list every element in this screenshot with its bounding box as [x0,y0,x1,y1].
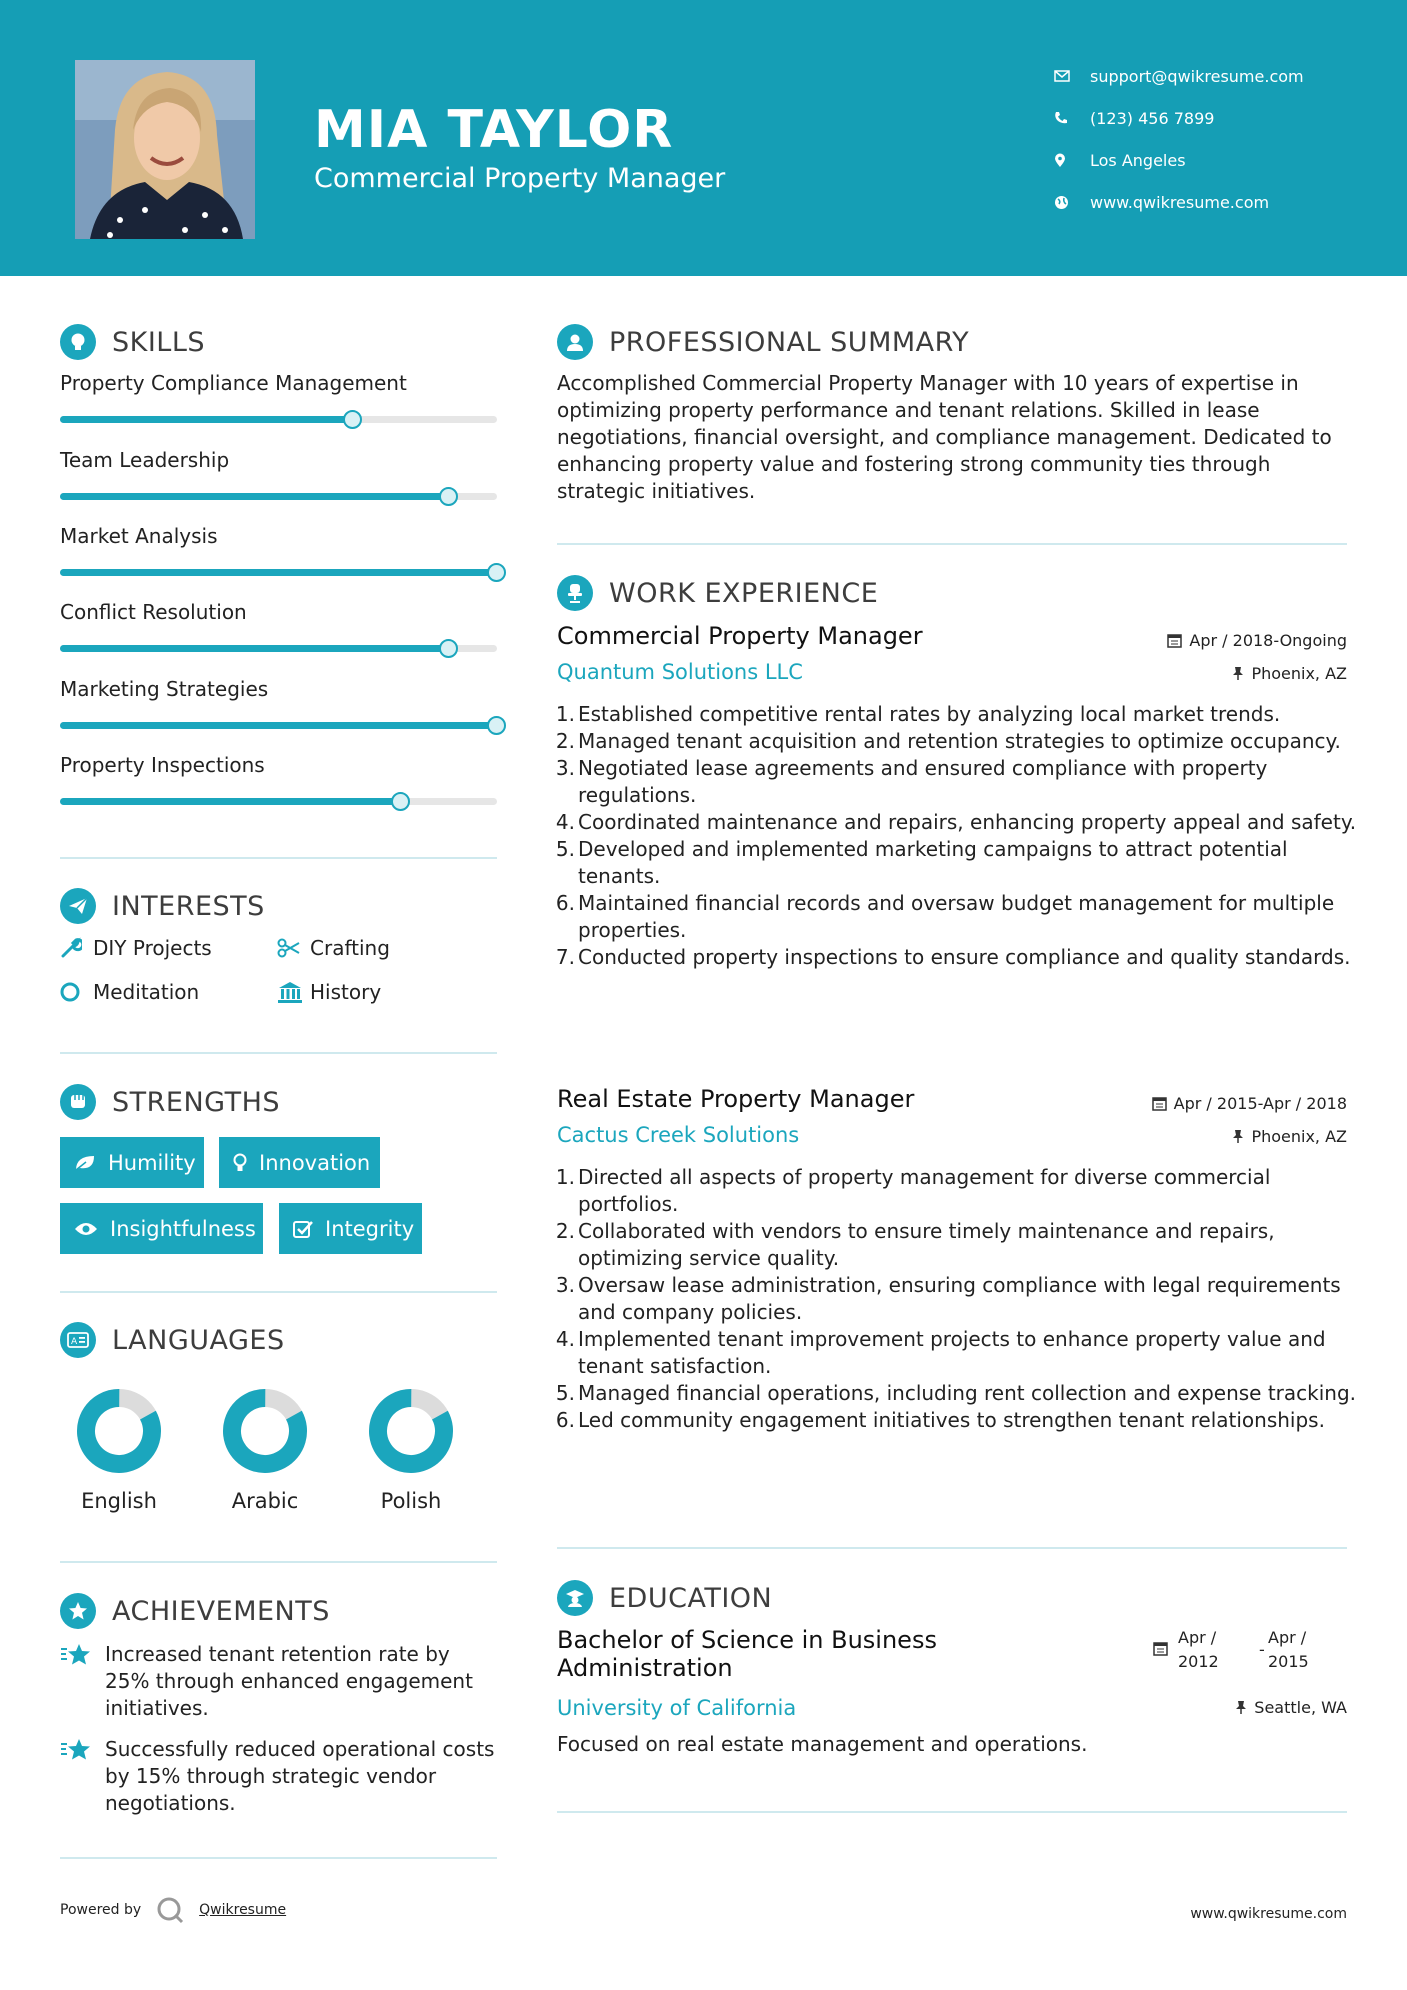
contact-location [1054,139,1304,181]
envelope-icon [1054,70,1090,82]
section-divider [60,857,497,859]
profile-photo [75,60,255,239]
skill-bar-knob [487,716,506,735]
language-label: Arabic [231,1489,299,1513]
section-divider [557,543,1347,545]
contact-website[interactable] [1054,181,1304,223]
user-icon [557,324,593,360]
achievement-item: Increased tenant retention rate by 25% through enhanced engagement initiatives. [60,1641,500,1722]
pushpin-icon [1232,1129,1244,1144]
skill-bar [60,798,497,805]
language-donut [221,1387,309,1475]
summary-text: Accomplished Commercial Property Manager with 10 years of expertise in optimizing property performance and tenant relations. Skilled in lease negotiations, financial oversight, and compliance management. Dedicated to enhancing property value and fostering strong community ties through strategic initiatives. [557,371,1332,503]
language-item [210,1387,320,1513]
skill-bar-knob [343,410,362,429]
contact-website-text: www.qwikresume.com [1090,192,1270,212]
skill-bar-fill [60,569,497,576]
language-item [356,1387,466,1513]
skill-bar-knob [439,639,458,658]
skill-bar-fill [60,416,353,423]
section-divider [60,1291,497,1293]
skill-bar-fill [60,645,449,652]
language-label: Polish [380,1489,442,1513]
strength-badge: Innovation [219,1137,380,1188]
duty-item: 1. Established competitive rental rates by analyzing local market trends. [555,702,1281,726]
duty-item: 1. Directed all aspects of property management for diverse commercial portfolios. [555,1165,1271,1216]
skill-bar [60,416,497,423]
section-divider [60,1052,497,1054]
contact-email-text: support@qwikresume.com [1090,66,1304,86]
skill-bar [60,722,497,729]
education-location: Seattle, WA [1235,1698,1347,1717]
circle-icon [60,981,93,1003]
job-title: Real Estate Property Manager [557,1085,915,1113]
language-donut [367,1387,455,1475]
job-location: Phoenix, AZ [1232,664,1347,683]
section-divider [557,1547,1347,1549]
duty-item: 2. Managed tenant acquisition and retention strategies to optimize occupancy. [555,729,1341,753]
skill-bar-knob [391,792,410,811]
powered-by-label: Powered by [60,1902,142,1918]
candidate-title: Commercial Property Manager [314,163,726,194]
achievements-heading: ACHIEVEMENTS [60,1593,330,1629]
end-month: Apr / [1268,1628,1307,1647]
company-name: Quantum Solutions LLC [557,660,803,684]
paper-plane-icon [60,888,96,924]
translate-icon [60,1322,96,1358]
duty-item: 4. Implemented tenant improvement projects to enhance property value and tenant satisfaction. [555,1327,1326,1378]
donut-arc [221,1387,309,1475]
skill-bar [60,569,497,576]
lightbulb-icon [233,1153,247,1173]
candidate-name: MIA TAYLOR [314,100,674,160]
job-location: Phoenix, AZ [1232,1127,1347,1146]
strength-badge: Insightfulness [60,1203,263,1254]
interests-heading: INTERESTS [60,888,265,924]
duty-item: 2. Collaborated with vendors to ensure timely maintenance and repairs, optimizing service quality. [555,1219,1275,1270]
school-name: University of California [557,1696,797,1720]
language-label: English [81,1489,157,1513]
footer-website[interactable]: www.qwikresume.com [1190,1906,1347,1922]
education-description: Focused on real estate management and operations. [557,1732,1088,1756]
resume-header [0,0,1407,276]
company-name: Cactus Creek Solutions [557,1123,800,1147]
strength-badge: Integrity [279,1203,422,1254]
skill-bar [60,645,497,652]
skill-name: Property Inspections [60,753,265,777]
star-icon [60,1641,105,1722]
eye-icon [74,1221,98,1237]
end-year: 2015 [1268,1652,1309,1671]
skill-name: Property Compliance Management [60,371,407,395]
duty-item: 6. Maintained financial records and oversaw budget management for multiple properties. [555,891,1335,942]
skill-name: Conflict Resolution [60,600,247,624]
duty-item: 5. Developed and implemented marketing campaigns to attract potential tenants. [555,837,1288,888]
start-year: 2012 [1178,1652,1219,1671]
duty-item: 5. Managed financial operations, including rent collection and expense tracking. [555,1381,1357,1405]
duty-list [551,701,1357,971]
section-divider [557,1811,1347,1813]
degree-name: Bachelor of Science in Business Administration [557,1626,937,1682]
skill-bar-fill [60,493,449,500]
start-month: Apr / [1178,1628,1217,1647]
contact-email[interactable] [1054,55,1304,97]
duty-item: 7. Conducted property inspections to ensure compliance and quality standards. [555,945,1351,969]
checkbox-icon [293,1219,313,1239]
contact-phone[interactable] [1054,97,1304,139]
star-badge-icon [60,1593,96,1629]
contact-location-text: Los Angeles [1090,150,1186,170]
contact-list [1054,55,1304,223]
duty-item: 6. Led community engagement initiatives to strengthen tenant relationships. [555,1408,1325,1432]
calendar-icon [1153,1641,1168,1660]
fist-icon [60,1084,96,1120]
svg-text:A: A [71,1337,78,1347]
achievement-item: Successfully reduced operational costs by 15% through strategic vendor negotiations. [60,1736,500,1817]
wrench-icon [60,937,93,959]
interest-item: DIY Projects [60,936,212,960]
leaf-icon [74,1154,96,1172]
section-divider [60,1857,497,1859]
star-icon [60,1736,105,1817]
section-divider [60,1561,497,1563]
languages-heading: A LANGUAGES [60,1322,285,1358]
lightbulb-icon [60,324,96,360]
job-title: Commercial Property Manager [557,622,923,650]
globe-icon [1054,195,1090,210]
summary-heading: PROFESSIONAL SUMMARY [557,324,969,360]
qwikresume-logo-icon [155,1895,185,1925]
duty-item: 3. Negotiated lease agreements and ensured compliance with property regulations. [555,756,1268,807]
phone-icon [1054,111,1090,125]
qwikresume-link[interactable]: Qwikresume [199,1902,287,1918]
strength-badge: Humility [60,1137,204,1188]
interest-item: Meditation [60,980,199,1004]
calendar-icon [1152,1096,1167,1111]
museum-icon [277,981,310,1003]
donut-arc [75,1387,163,1475]
contact-phone-text: (123) 456 7899 [1090,108,1215,128]
duty-list [551,1164,1357,1434]
job-dates: Apr / 2018-Ongoing [1167,631,1347,650]
skill-bar-fill [60,798,401,805]
scissors-icon [277,938,310,958]
interest-item: History [277,980,381,1004]
interest-item: Crafting [277,936,390,960]
date-separator: - [1259,1640,1265,1659]
skill-bar-knob [439,487,458,506]
office-chair-icon [557,575,593,611]
skill-bar [60,493,497,500]
skill-bar-fill [60,722,497,729]
skill-name: Marketing Strategies [60,677,269,701]
skill-name: Team Leadership [60,448,230,472]
skill-name: Market Analysis [60,524,218,548]
skill-bar-knob [487,563,506,582]
education-dates [1153,1628,1313,1678]
pushpin-icon [1232,666,1244,681]
duty-item: 4. Coordinated maintenance and repairs, enhancing property appeal and safety. [555,810,1357,834]
language-donut [75,1387,163,1475]
skills-heading: SKILLS [60,324,205,360]
pushpin-icon [1235,1700,1247,1715]
footer-branding [60,1895,286,1925]
strengths-heading: STRENGTHS [60,1084,280,1120]
education-heading: EDUCATION [557,1580,772,1616]
graduate-icon [557,1580,593,1616]
location-pin-icon [1054,153,1090,168]
job-dates: Apr / 2015-Apr / 2018 [1152,1094,1347,1113]
calendar-icon [1167,633,1182,648]
duty-item: 3. Oversaw lease administration, ensuring compliance with legal requirements and company policies. [555,1273,1341,1324]
experience-heading: WORK EXPERIENCE [557,575,878,611]
language-item [64,1387,174,1513]
donut-arc [367,1387,455,1475]
